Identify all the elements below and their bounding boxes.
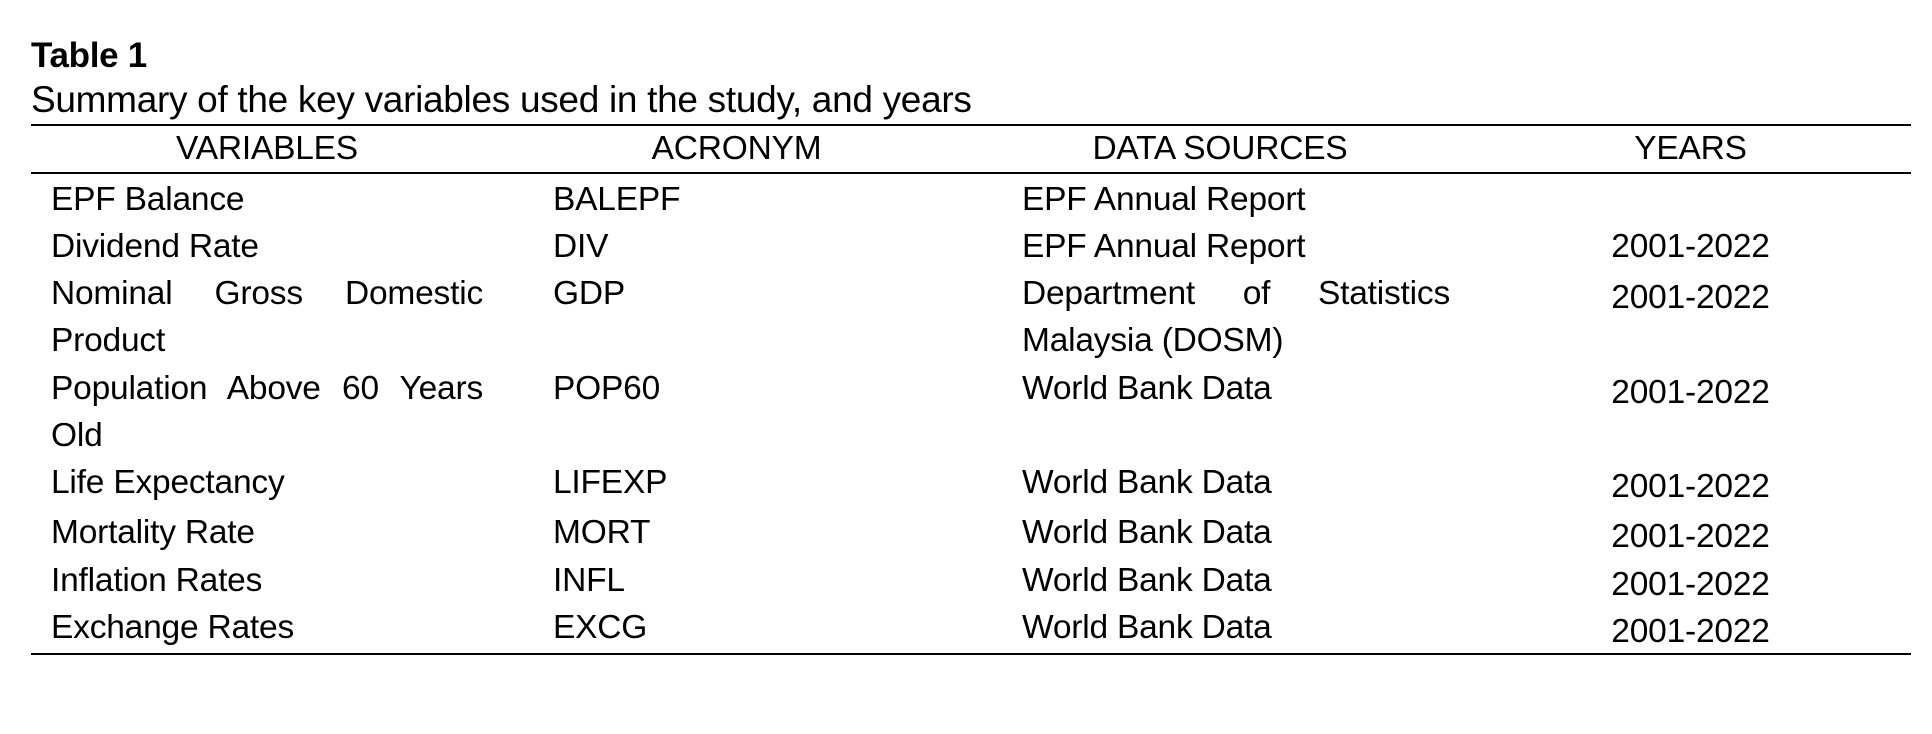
years-cell <box>1470 557 1911 604</box>
data-source-cell: EPF Annual Report <box>1022 228 1306 265</box>
variable-cell: EPF Balance <box>51 181 245 218</box>
data-source-cell: World Bank Data <box>970 604 1470 654</box>
years-value: 2001-2022 <box>1611 468 1770 505</box>
variable-cell: Inflation Rates <box>51 562 263 599</box>
acronym-cell: LIFEXP <box>553 464 668 501</box>
years-value: 2001-2022 <box>1611 613 1770 650</box>
data-source-cell: Department of Statistics Malaysia (DOSM) <box>1022 275 1450 359</box>
acronym-cell: POP60 <box>553 370 661 407</box>
years-value: 2001-2022 <box>1611 228 1770 265</box>
document <box>31 34 1911 655</box>
header-variables: VARIABLES <box>31 125 503 173</box>
table-row <box>31 509 1911 557</box>
years-value: 2001-2022 <box>1611 518 1770 555</box>
table-row <box>31 459 1911 509</box>
years-cell <box>1470 459 1911 509</box>
variable-cell: Life Expectancy <box>51 464 285 501</box>
variable-cell: Dividend Rate <box>51 228 259 265</box>
variable-cell: Population Above 60 Years Old <box>51 370 483 454</box>
table-row <box>31 365 1911 459</box>
years-value: 2001-2022 <box>1611 566 1770 603</box>
acronym-cell: EXCG <box>503 604 970 654</box>
table-number: Table 1 <box>31 36 147 75</box>
variable-cell: Exchange Rates <box>31 604 503 654</box>
data-source-cell: EPF Annual Report <box>1022 181 1306 218</box>
table-row <box>31 173 1911 223</box>
variables-table <box>31 124 1911 655</box>
years-cell <box>1470 173 1911 223</box>
table-caption: Summary of the key variables used in the study, and years <box>31 79 972 120</box>
data-source-cell: World Bank Data <box>1022 464 1272 501</box>
acronym-cell: BALEPF <box>553 181 681 218</box>
table-row <box>31 223 1911 270</box>
years-cell <box>1470 365 1911 459</box>
acronym-cell: GDP <box>553 275 625 312</box>
years-cell <box>1470 223 1911 270</box>
header-acronym: ACRONYM <box>503 125 970 173</box>
years-value: 2001-2022 <box>1611 374 1770 411</box>
acronym-cell: INFL <box>553 562 625 599</box>
acronym-cell: MORT <box>553 514 651 551</box>
years-cell <box>1470 270 1911 365</box>
years-cell <box>1470 604 1911 654</box>
years-value: 2001-2022 <box>1611 279 1770 316</box>
header-data-sources: DATA SOURCES <box>970 125 1470 173</box>
acronym-cell: DIV <box>553 228 609 265</box>
variable-cell: Nominal Gross Domestic Product <box>51 275 483 359</box>
table-row <box>31 270 1911 365</box>
data-source-cell: World Bank Data <box>1022 370 1272 407</box>
years-cell <box>1470 509 1911 557</box>
variable-cell: Mortality Rate <box>51 514 255 551</box>
table-row <box>31 604 1911 654</box>
table-row <box>31 557 1911 604</box>
header-years: YEARS <box>1470 125 1911 173</box>
table-header-row <box>31 125 1911 173</box>
data-source-cell: World Bank Data <box>1022 514 1272 551</box>
data-source-cell: World Bank Data <box>1022 562 1272 599</box>
